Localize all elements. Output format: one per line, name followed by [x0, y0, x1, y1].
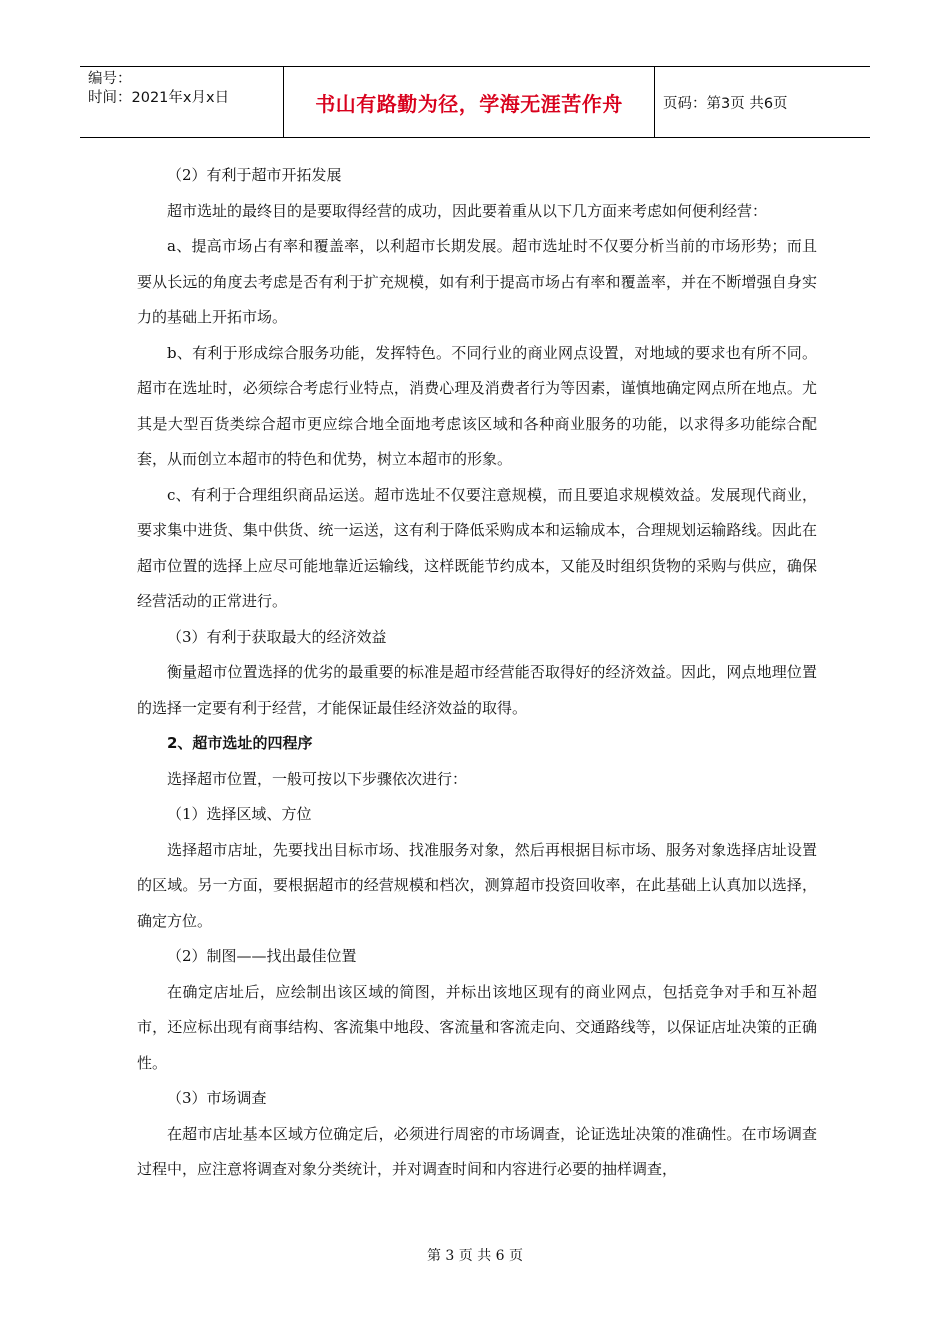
- paragraph: a、提高市场占有率和覆盖率，以利超市长期发展。超市选址时不仅要分析当前的市场形势；而且要从长远的角度去考虑是否有利于扩充规模，如有利于提高市场占有率和覆盖率，并在不断增强自身实力的基础上开拓市场。: [137, 237, 817, 326]
- date-label: 时间：2021年x月x日: [88, 90, 230, 106]
- paragraph: （2）制图——找出最佳位置: [167, 947, 357, 965]
- paragraph: 选择超市位置，一般可按以下步骤依次进行：: [167, 769, 468, 788]
- document-body: [137, 158, 817, 1188]
- page-header: [80, 66, 870, 138]
- paragraph: （2）有利于超市开拓发展: [167, 166, 342, 184]
- header-page-info: 页码：第3页 共6页: [663, 95, 788, 112]
- paragraph: b、有利于形成综合服务功能，发挥特色。不同行业的商业网点设置，对地域的要求也有所不同。超市在选址时，必须综合考虑行业特点，消费心理及消费者行为等因素，谨慎地确定网点所在地点。尤其是大型百货类综合超市更应综合地全面地考虑该区域和各种商业服务的功能，以求得多功能综合配套，从而创立本超市的特色和优势，树立本超市的形象。: [137, 343, 817, 468]
- section-heading: 2、超市选址的四程序: [167, 734, 313, 752]
- paragraph: （3）市场调查: [167, 1089, 267, 1107]
- paragraph: （1）选择区域、方位: [167, 805, 312, 823]
- paragraph: （3）有利于获取最大的经济效益: [167, 627, 387, 646]
- header-motto: 书山有路勤为径，学海无涯苦作舟: [284, 67, 655, 137]
- paragraph: c、有利于合理组织商品运送。超市选址不仅要注意规模，而且要追求规模效益。发展现代商业，要求集中进货、集中供货、统一运送，这有利于降低采购成本和运输成本，合理规划运输路线。因此在超市位置的选择上应尽可能地靠近运输线，这样既能节约成本，又能及时组织货物的采购与供应，确保经营活动的正常进行。: [137, 485, 817, 610]
- paragraph: 在超市店址基本区域方位确定后，必须进行周密的市场调查，论证选址决策的准确性。在市场调查过程中，应注意将调查对象分类统计，并对调查时间和内容进行必要的抽样调查，: [137, 1124, 817, 1178]
- paragraph: 超市选址的最终目的是要取得经营的成功，因此要着重从以下几方面来考虑如何便利经营：: [167, 201, 768, 220]
- header-meta: [80, 67, 284, 137]
- paragraph: 选择超市店址，先要找出目标市场、找准服务对象，然后再根据目标市场、服务对象选择店址设置的区域。另一方面，要根据超市的经营规模和档次，测算超市投资回收率，在此基础上认真加以选择，确定方位。: [137, 840, 817, 930]
- number-label: 编号：: [88, 71, 132, 87]
- paragraph: 衡量超市位置选择的优劣的最重要的标准是超市经营能否取得好的经济效益。因此，网点地理位置的选择一定要有利于经营，才能保证最佳经济效益的取得。: [137, 663, 817, 717]
- page-footer: 第 3 页 共 6 页: [426, 1248, 524, 1264]
- paragraph: 在确定店址后，应绘制出该区域的简图，并标出该地区现有的商业网点，包括竞争对手和互补超市，还应标出现有商事结构、客流集中地段、客流量和客流走向、交通路线等，以保证店址决策的正确性。: [137, 982, 817, 1072]
